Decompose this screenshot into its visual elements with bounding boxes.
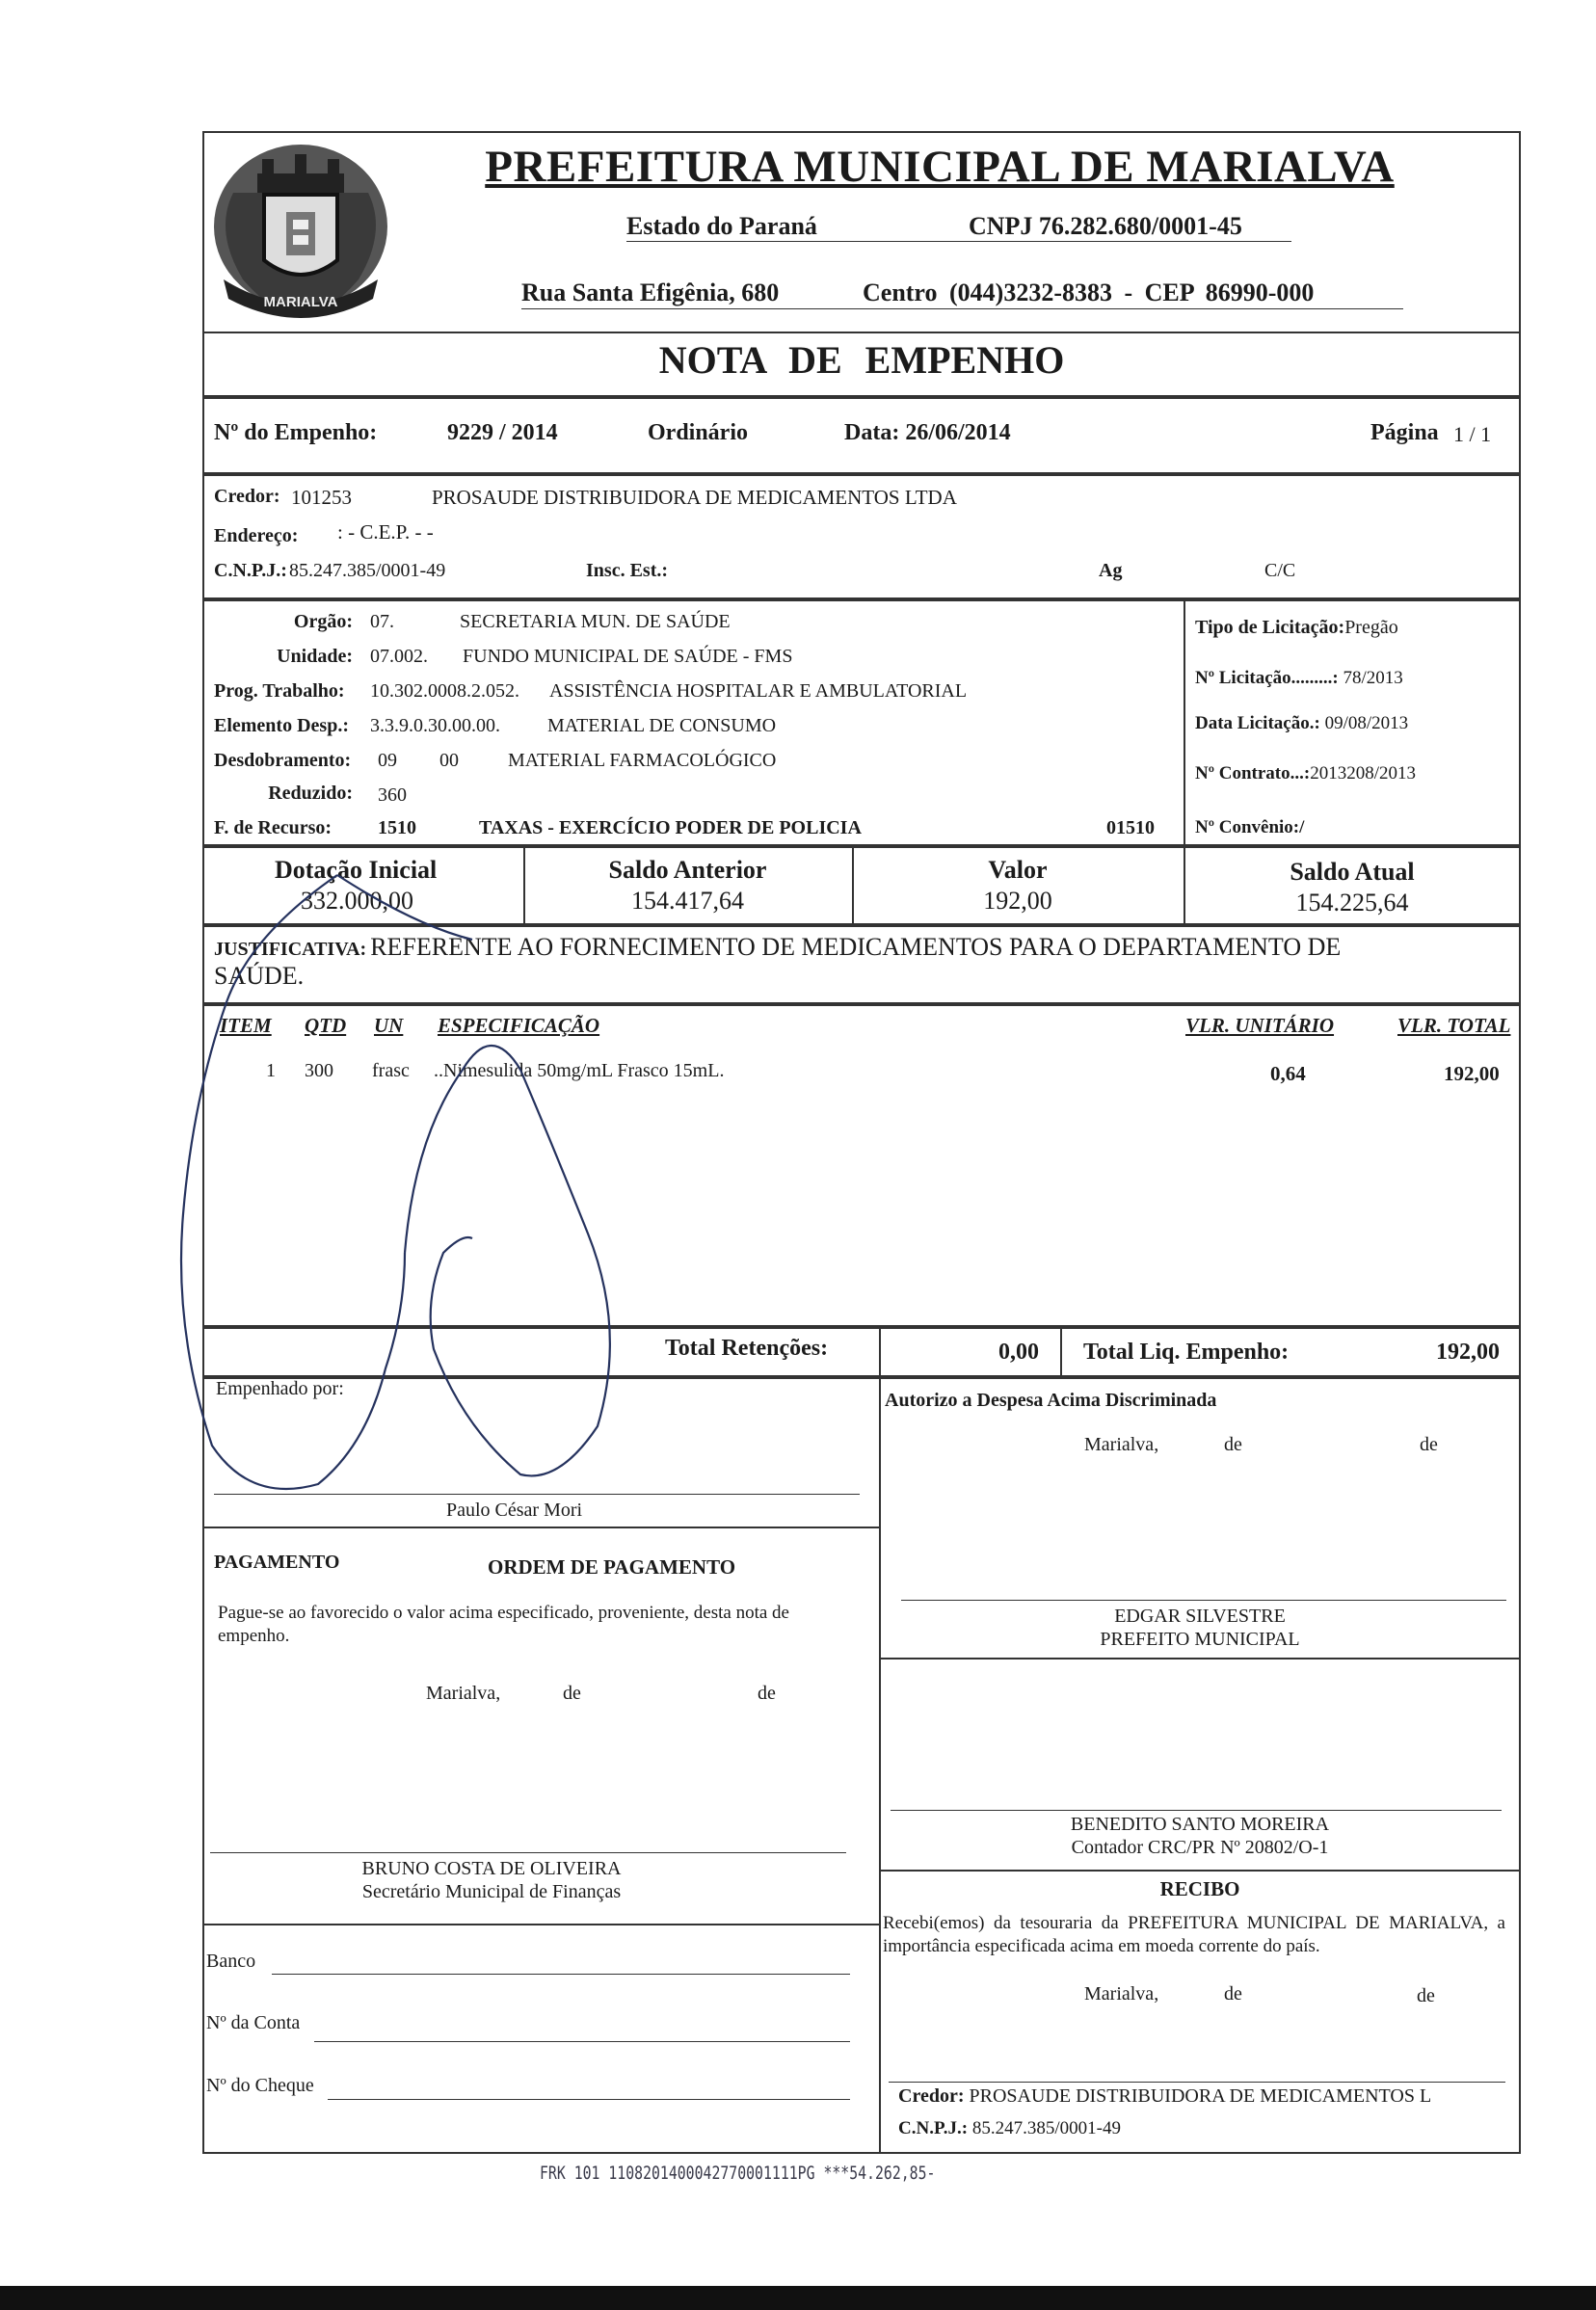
recibo-de-1: de (1224, 1983, 1242, 2005)
credor-cnpj: 85.247.385/0001-49 (289, 560, 446, 581)
empenhado-label: Empenhado por: (216, 1378, 344, 1399)
orgao-name: SECRETARIA MUN. DE SAÚDE (460, 611, 731, 632)
col-un: UN (374, 1014, 404, 1037)
licitacao-numero-value: 78/2013 (1343, 668, 1403, 688)
ag-label: Ag (1099, 560, 1123, 581)
document-title: NOTA DE EMPENHO (658, 338, 1065, 382)
address-label: Endereço: (214, 525, 299, 546)
unidade-label: Unidade: (277, 646, 353, 667)
licitacao-data-label: Data Licitação.: (1195, 713, 1320, 733)
row-item: 1 (266, 1060, 276, 1081)
licitacao-contrato-value: 2013208/2013 (1310, 763, 1416, 783)
licitacao-tipo-value: Pregão (1344, 617, 1398, 638)
bank-stamp: FRK 101 1108201400042770001111PG ***54.262,85- (540, 2163, 936, 2184)
col-item: ITEM (220, 1014, 272, 1037)
pague-text: Pague-se ao favorecido o valor acima especificado, proveniente, desta nota de empenho. (218, 1603, 789, 1646)
ordem-label: ORDEM DE PAGAMENTO (488, 1555, 736, 1579)
svg-text:MARIALVA: MARIALVA (263, 294, 338, 310)
page-value: 1 / 1 (1453, 422, 1492, 446)
desdob-label: Desdobramento: (214, 750, 352, 771)
saldo-anterior-label: Saldo Anterior (608, 856, 767, 884)
elemento-value: 3.3.9.0.30.00.00. (370, 715, 500, 736)
empenho-type: Ordinário (648, 420, 749, 445)
justificativa-line2: SAÚDE. (214, 962, 305, 990)
recurso-label: F. de Recurso: (214, 817, 332, 838)
pagamento-label: PAGAMENTO (214, 1552, 340, 1573)
elemento-label: Elemento Desp.: (214, 715, 349, 736)
desdob-name: MATERIAL FARMACOLÓGICO (508, 750, 777, 771)
retencoes-label: Total Retenções: (665, 1336, 829, 1361)
credor-code: 101253 (291, 486, 352, 509)
empenho-number-label: Nº do Empenho: (214, 420, 378, 445)
retencoes-value: 0,00 (998, 1340, 1039, 1365)
autorizo-label: Autorizo a Despesa Acima Discriminada (885, 1390, 1217, 1411)
licitacao-convenio: Nº Convênio:/ (1195, 817, 1305, 837)
justificativa-label: JUSTIFICATIVA: (214, 939, 367, 960)
licitacao-numero (1195, 668, 1403, 689)
cnpj-field-label: C.N.P.J.: (214, 560, 287, 581)
reduzido-label: Reduzido: (268, 783, 353, 804)
row-unit: 0,64 (1270, 1062, 1306, 1085)
empenho-date: Data: 26/06/2014 (844, 420, 1011, 445)
prog-name: ASSISTÊNCIA HOSPITALAR E AMBULATORIAL (549, 680, 968, 702)
licitacao-data (1195, 713, 1408, 734)
contador-title: Contador CRC/PR Nº 20802/O-1 (1071, 1837, 1329, 1858)
cnpj-label: CNPJ 76.282.680/0001-45 (969, 212, 1242, 240)
licitacao-data-value: 09/08/2013 (1324, 713, 1409, 733)
autorizo-city: Marialva, (1084, 1434, 1159, 1455)
autorizo-de-1: de (1224, 1434, 1242, 1455)
cheque-label: Nº do Cheque (206, 2075, 314, 2096)
banco-label: Banco (206, 1951, 256, 1972)
cc-label: C/C (1264, 560, 1296, 581)
row-total: 192,00 (1444, 1062, 1500, 1085)
recibo-de-2: de (1417, 1985, 1435, 2006)
licitacao-contrato (1195, 763, 1416, 784)
contador-name: BENEDITO SANTO MOREIRA (1070, 1814, 1330, 1835)
recibo-cnpj (898, 2118, 1121, 2139)
autorizo-de-2: de (1420, 1434, 1438, 1455)
saldo-atual-label: Saldo Atual (1290, 858, 1415, 886)
justificativa-line1: REFERENTE AO FORNECIMENTO DE MEDICAMENTOS PARA O DEPARTAMENTO DE (370, 933, 1342, 961)
desdob-a: 09 (378, 750, 397, 771)
credor-name: PROSAUDE DISTRIBUIDORA DE MEDICAMENTOS LTDA (432, 486, 957, 509)
recibo-cnpj-value: 85.247.385/0001-49 (971, 2118, 1121, 2138)
row-un: frasc (372, 1060, 410, 1081)
row-qtd: 300 (305, 1060, 333, 1081)
pagamento-de-1: de (563, 1683, 581, 1704)
recurso-code: 01510 (1106, 817, 1155, 838)
recibo-credor-name: PROSAUDE DISTRIBUIDORA DE MEDICAMENTOS L (969, 2085, 1432, 2107)
dotacao-value: 332.000,00 (301, 887, 413, 915)
col-total: VLR. TOTAL (1397, 1014, 1511, 1037)
handwritten-signature (173, 848, 675, 1523)
coat-of-arms-seal (204, 135, 397, 332)
col-spec: ESPECIFICAÇÃO (438, 1014, 600, 1037)
credor-label: Credor: (214, 486, 280, 507)
page-label: Página (1370, 420, 1439, 445)
col-qtd: QTD (305, 1014, 347, 1037)
financas-title: Secretário Municipal de Finanças (361, 1881, 622, 1902)
empenho-number: 9229 / 2014 (447, 420, 558, 445)
prog-label: Prog. Trabalho: (214, 680, 345, 702)
address-value: : - C.E.P. - - (337, 520, 434, 544)
recibo-cnpj-label: C.N.P.J.: (898, 2118, 969, 2138)
licitacao-numero-label: Nº Licitação.........: (1195, 668, 1339, 688)
dotacao-label: Dotação Inicial (275, 856, 438, 884)
col-unit: VLR. UNITÁRIO (1185, 1014, 1335, 1037)
prog-value: 10.302.0008.2.052. (370, 680, 519, 702)
licitacao-tipo-label: Tipo de Licitação: (1195, 617, 1345, 638)
desdob-b: 00 (439, 750, 459, 771)
page-title: PREFEITURA MUNICIPAL DE MARIALVA (485, 142, 1395, 192)
state-label: Estado do Paraná (626, 212, 817, 240)
orgao-label: Orgão: (293, 611, 353, 632)
scan-bottom-strip (0, 2286, 1596, 2310)
recibo-city: Marialva, (1084, 1983, 1159, 2005)
row-spec: ..Nimesulida 50mg/mL Frasco 15mL. (434, 1060, 725, 1081)
unidade-value: 07.002. (370, 646, 428, 667)
elemento-name: MATERIAL DE CONSUMO (547, 715, 777, 736)
saldo-anterior-value: 154.417,64 (631, 887, 744, 915)
address-rest: Centro (044)3232-8383 - CEP 86990-000 (863, 279, 1315, 306)
financas-name: BRUNO COSTA DE OLIVEIRA (361, 1858, 622, 1879)
liquido-value: 192,00 (1436, 1340, 1500, 1365)
recibo-credor (898, 2085, 1515, 2108)
recibo-credor-label: Credor: (898, 2085, 965, 2107)
street-label: Rua Santa Efigênia, 680 (521, 279, 780, 306)
conta-label: Nº da Conta (206, 2012, 301, 2033)
licitacao-tipo (1195, 617, 1398, 639)
recibo-text: Recebi(emos) da tesouraria da PREFEITURA MUNICIPAL DE MARIALVA, a importância especificada acima em moeda corrente do país. (883, 1913, 1505, 1956)
recurso-name: TAXAS - EXERCÍCIO PODER DE POLICIA (479, 817, 862, 838)
unidade-name: FUNDO MUNICIPAL DE SAÚDE - FMS (463, 646, 793, 667)
reduzido-value: 360 (378, 784, 407, 806)
orgao-value: 07. (370, 611, 394, 632)
valor-value: 192,00 (983, 887, 1052, 915)
insc-label: Insc. Est.: (586, 560, 669, 581)
recibo-title: RECIBO (1159, 1877, 1240, 1900)
pagamento-city: Marialva, (426, 1683, 501, 1704)
prefeito-title: PREFEITO MUNICIPAL (1100, 1629, 1300, 1650)
saldo-atual-value: 154.225,64 (1295, 889, 1409, 916)
recurso-value: 1510 (378, 817, 416, 838)
liquido-label: Total Liq. Empenho: (1083, 1340, 1290, 1365)
pagamento-de-2: de (758, 1683, 776, 1704)
valor-label: Valor (988, 856, 1048, 884)
prefeito-name: EDGAR SILVESTRE (1114, 1606, 1286, 1627)
licitacao-contrato-label: Nº Contrato...: (1195, 763, 1311, 783)
empenhado-name: Paulo César Mori (446, 1500, 583, 1521)
